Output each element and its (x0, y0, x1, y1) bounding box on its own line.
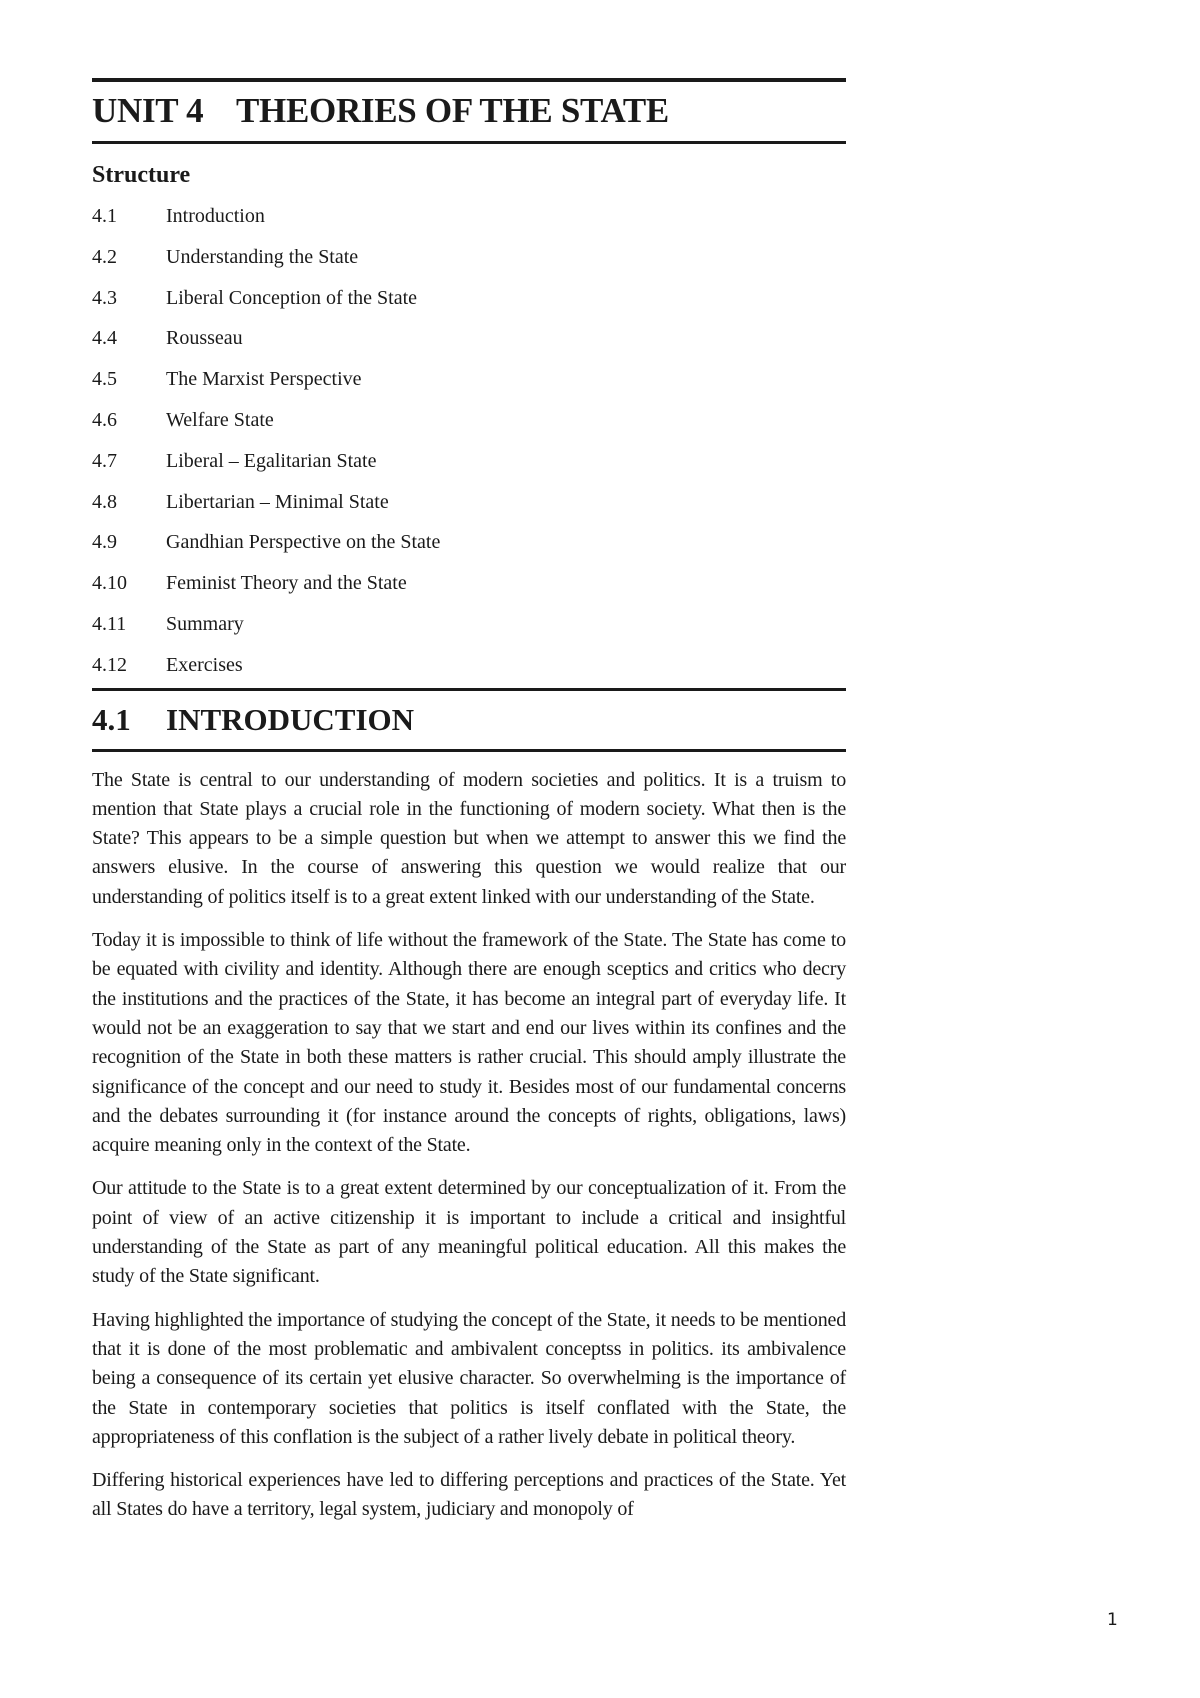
structure-item-number: 4.2 (92, 245, 117, 268)
structure-item-label: Introduction (166, 205, 265, 227)
structure-item (92, 441, 846, 482)
paragraph: Today it is impossible to think of life without the framework of the State. The State has come to be equated with civility and identity. Although there are enough sceptics and critics who decry the institutions and the practices of the State, it has become an integral part of everyday life. It would not be an exaggeration to say that we start and end our lives within its confines and the recognition of the State in both these matters is rather crucial. This should amply illustrate the significance of the concept and our need to study it. Besides most of our fundamental concerns and the debates surrounding it (for instance around the concepts of rights, obligations, laws) acquire meaning only in the context of the State. (92, 929, 846, 1157)
structure-item-label: Feminist Theory and the State (166, 572, 407, 595)
structure-item-number: 4.12 (92, 653, 127, 676)
structure-item-label: Welfare State (166, 408, 274, 431)
structure-item (92, 645, 846, 686)
section-number: 4.1 (92, 701, 131, 737)
structure-item-label: Liberal Conception of the State (166, 286, 418, 309)
structure-item (92, 604, 846, 645)
structure-item-number: 4.4 (92, 327, 117, 350)
structure-item (92, 522, 846, 563)
structure-item-number: 4.3 (92, 286, 117, 309)
page-number: 1 (1107, 1610, 1118, 1630)
unit-number: UNIT 4 (92, 91, 204, 130)
top-rule (92, 78, 846, 82)
structure-item (92, 563, 846, 604)
structure-item (92, 359, 846, 400)
structure-item-number: 4.10 (92, 572, 127, 595)
structure-item-label: Summary (166, 612, 244, 635)
structure-item-label: Libertarian – Minimal State (166, 490, 389, 513)
page-content (92, 78, 846, 1539)
body-text (92, 766, 846, 1525)
structure-item-number: 4.1 (92, 205, 117, 227)
structure-item-number: 4.11 (92, 612, 127, 635)
structure-item (92, 237, 846, 278)
paragraph: Differing historical experiences have led to differing perceptions and practices of the State. Yet all States do have a territory, legal system, judiciary and monopoly of (92, 1469, 846, 1521)
structure-item-label: The Marxist Perspective (166, 368, 362, 391)
structure-item-number: 4.9 (92, 531, 117, 554)
unit-title (92, 90, 846, 132)
structure-item-label: Exercises (166, 653, 243, 676)
paragraph: The State is central to our understanding of modern societies and politics. It is a truism to mention that State plays a crucial role in the functioning of modern society. What then is the State? This appears to be a simple question but when we attempt to answer this we find the answers elusive. In the course of answering this question we would realize that our understanding of politics itself is to a great extent linked with our understanding of the State. (92, 768, 846, 908)
structure-heading: Structure (92, 162, 191, 188)
section-heading (92, 701, 846, 739)
paragraph: Having highlighted the importance of studying the concept of the State, it needs to be mentioned that it is done of the most problematic and ambivalent conceptss in politics. its ambivalence being a consequence of its certain yet elusive character. So overwhelming is the importance of the State in contemporary societies that politics is itself conflated with the State, the appropriateness of this conflation is the subject of a rather lively debate in political theory. (92, 1308, 846, 1448)
structure-item-label: Gandhian Perspective on the State (166, 531, 441, 554)
structure-item (92, 318, 846, 359)
unit-title-text: THEORIES OF THE STATE (236, 91, 669, 130)
structure-item-label: Rousseau (166, 327, 243, 350)
structure-item-label: Liberal – Egalitarian State (166, 449, 377, 472)
structure-list (92, 196, 846, 686)
structure-item-number: 4.7 (92, 449, 117, 472)
structure-item (92, 482, 846, 523)
structure-item (92, 278, 846, 319)
section-title: INTRODUCTION (166, 701, 415, 737)
section-top-rule (92, 688, 846, 691)
structure-item-number: 4.5 (92, 368, 117, 391)
paragraph: Our attitude to the State is to a great extent determined by our conceptualization of it. From the point of view of an active citizenship it is important to include a critical and insightful understanding of the State as part of any meaningful political education. All this makes the study of the State significant. (92, 1177, 846, 1288)
structure-item-label: Understanding the State (166, 245, 359, 268)
structure-item (92, 196, 846, 237)
structure-item-number: 4.6 (92, 408, 117, 431)
structure-item (92, 400, 846, 441)
section-bottom-rule (92, 749, 846, 752)
structure-item-number: 4.8 (92, 490, 117, 513)
title-underline (92, 141, 846, 144)
